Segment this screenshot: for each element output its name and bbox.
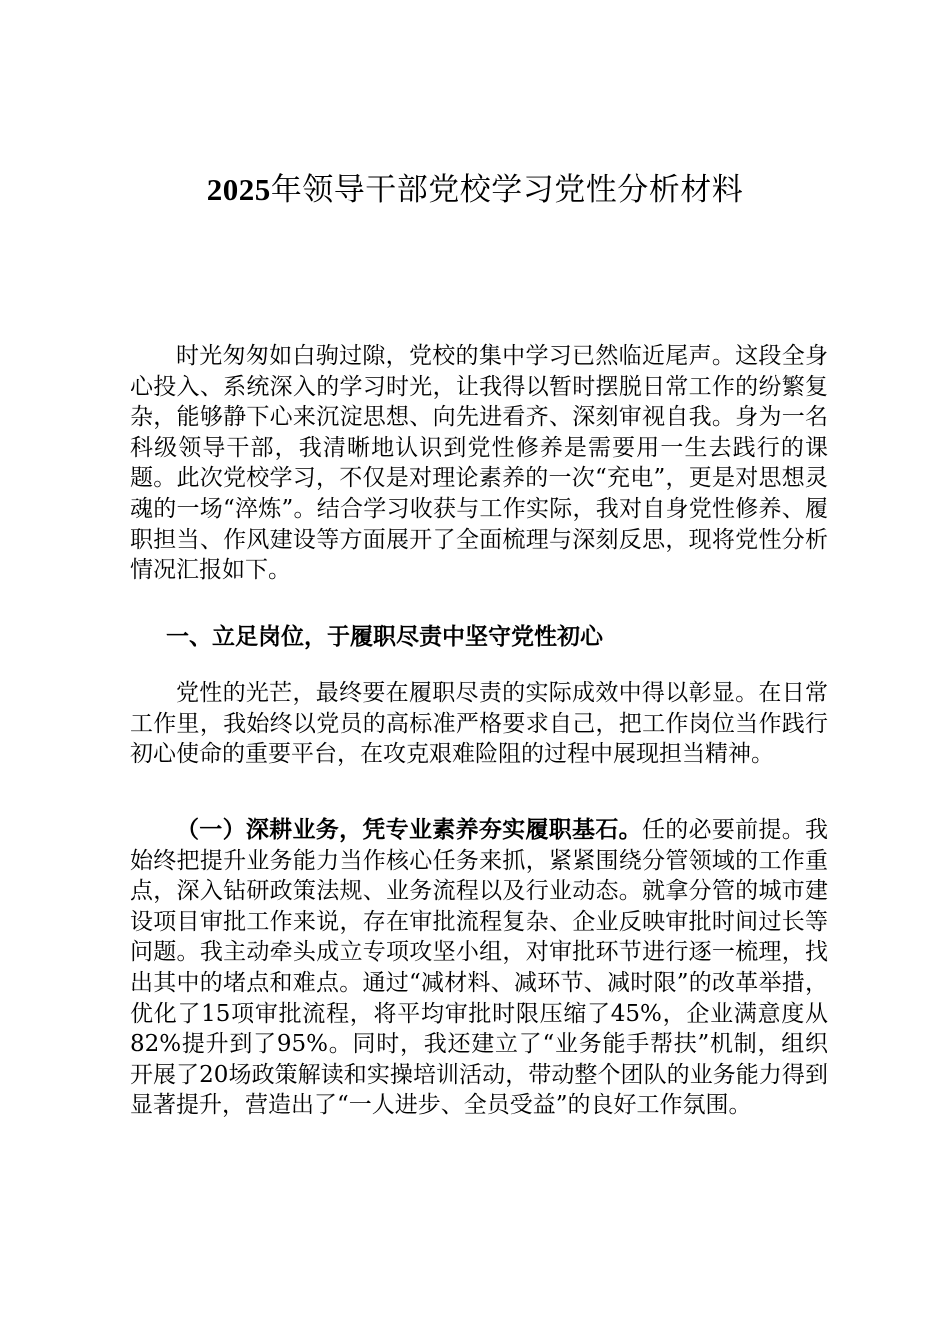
title-text: 年领导干部党校学习党性分析材料 <box>270 172 744 208</box>
section-heading-1: 一、立足岗位，于履职尽责中坚守党性初心 <box>166 623 603 650</box>
subsection-1-text: 任的必要前提。我始终把提升业务能力当作核心任务来抓，紧紧围绕分管领域的工作重点，深入钻研政策法规、业务流程以及行业动态。就拿分管的城市建设项目审批工作来说，存在审批流程复杂、企业反映审批时间过长等问题。我主动牵头成立专项攻坚小组，对审批环节进行逐一梳理，找出其中的堵点和难点。通过“减材料、减环节、减时限”的改革举措，优化了15项审批流程，将平均审批时限压缩了45%，企业满意度从82%提升到了95%。同时，我还建立了“业务能手帮扶”机制，组织开展了20场政策解读和实操培训活动，带动整个团队的业务能力得到显著提升，营造出了“一人进步、全员受益”的良好工作氛围。 <box>130 817 829 1119</box>
intro-paragraph: 时光匆匆如白驹过隙，党校的集中学习已然临近尾声。这段全身心投入、系统深入的学习时光，让我得以暂时摆脱日常工作的纷繁复杂，能够静下心来沉淀思想、向先进看齐、深刻审视自我。身为一名科级领导干部，我清晰地认识到党性修养是需要用一生去践行的课题。此次党校学习，不仅是对理论素养的一次“充电”，更是对思想灵魂的一场“淬炼”。结合学习收获与工作实际，我对自身党性修养、履职担当、作风建设等方面展开了全面梳理与深刻反思，现将党性分析情况汇报如下。 <box>130 343 828 584</box>
section-1-paragraph: 党性的光芒，最终要在履职尽责的实际成效中得以彰显。在日常工作里，我始终以党员的高标准严格要求自己，把工作岗位当作践行初心使命的重要平台，在攻克艰难险阻的过程中展现担当精神。 <box>130 680 828 768</box>
title-year: 2025 <box>206 172 271 207</box>
subsection-heading-1: （一）深耕业务，凭专业素养夯实履职基石。 <box>176 816 642 843</box>
document-title <box>0 168 950 212</box>
subsection-1-paragraph <box>130 815 828 1121</box>
